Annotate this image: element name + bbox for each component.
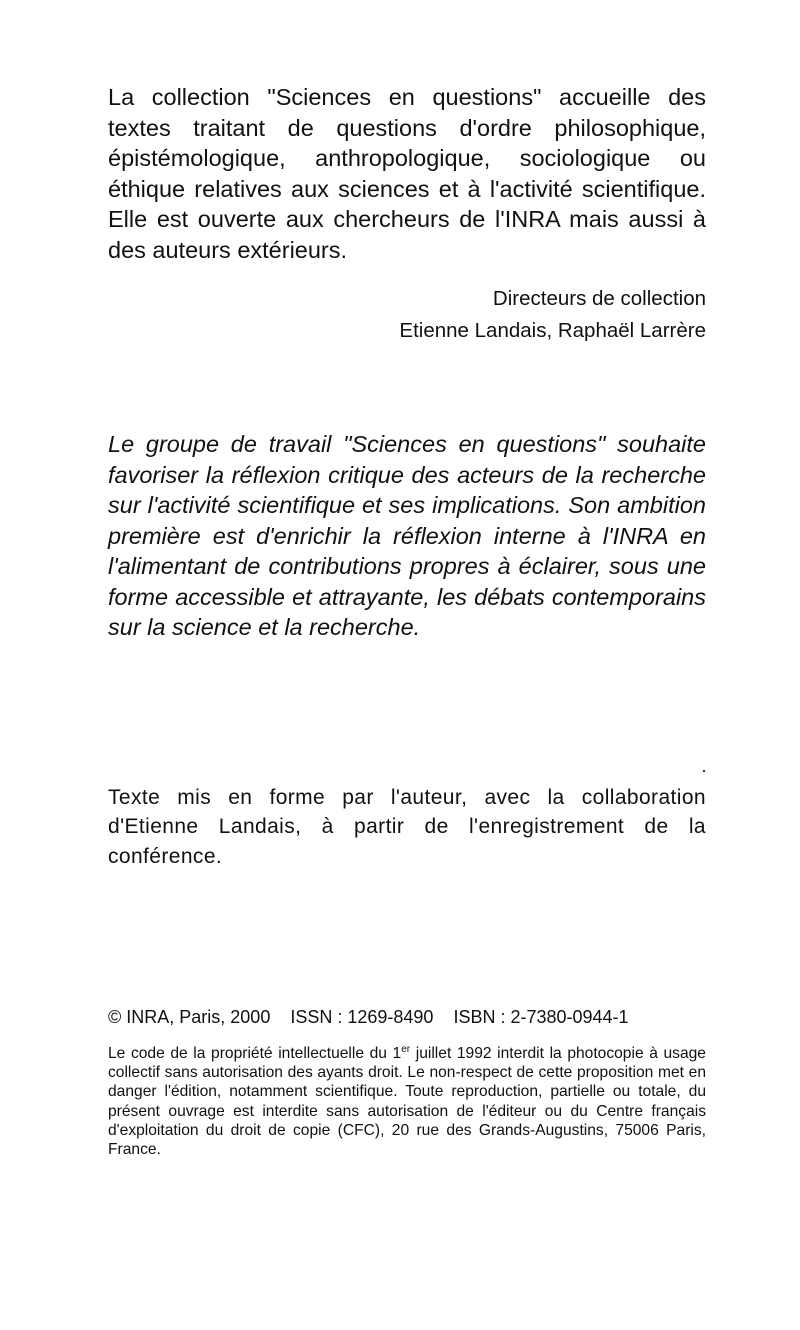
editorial-credit: Texte mis en forme par l'auteur, avec la collaboration d'Etienne Landais, à partir de l'enregistrement de la conférence.	[108, 785, 706, 868]
copyright-notice: © INRA, Paris, 2000	[108, 1007, 271, 1027]
print-speck	[703, 770, 705, 772]
issn-number: ISSN : 1269-8490	[290, 1007, 434, 1027]
legal-notice	[108, 1044, 706, 1159]
legal-notice-start: Le code de la propriété intellectuelle du 1	[108, 1045, 402, 1062]
working-group-statement: Le groupe de travail "Sciences en questions" souhaite favoriser la réflexion critique des acteurs de la recherche sur l'activité scientifique et ses implications. Son ambition première est d'enrichir la réflexion interne à l'INRA en l'alimentant de contributions propres à éclairer, sous une forme accessible et attrayante, les débats contemporains sur la science et la recherche.	[108, 431, 706, 640]
rights-line	[108, 1006, 706, 1028]
directors-names: Etienne Landais, Raphaël Larrère	[399, 319, 706, 342]
directors-label: Directeurs de collection	[492, 287, 706, 310]
colophon-page	[108, 82, 706, 1175]
legal-notice-rest: juillet 1992 interdit la photocopie à usage collectif sans autorisation des ayants droit. Le non-respect de cette proposition met en danger l'édition, notamment scientifique. Toute reproduction, partielle ou totale, du présent ouvrage est interdite sans autorisation de l'éditeur ou du Centre français d'exploitation du droit de copie (CFC), 20 rue des Grands-Augustins, 75006 Paris, France.	[108, 1045, 706, 1159]
collection-directors	[108, 283, 706, 347]
legal-notice-superscript: er	[401, 1043, 411, 1055]
isbn-number: ISBN : 2-7380-0944-1	[453, 1007, 629, 1027]
collection-description: La collection "Sciences en questions" accueille des textes traitant de questions d'ordre philosophique, épistémologique, anthropologique, sociologique ou éthique relatives aux sciences et à l'activité scientifique. Elle est ouverte aux chercheurs de l'INRA mais aussi à des auteurs extérieurs.	[108, 84, 706, 263]
